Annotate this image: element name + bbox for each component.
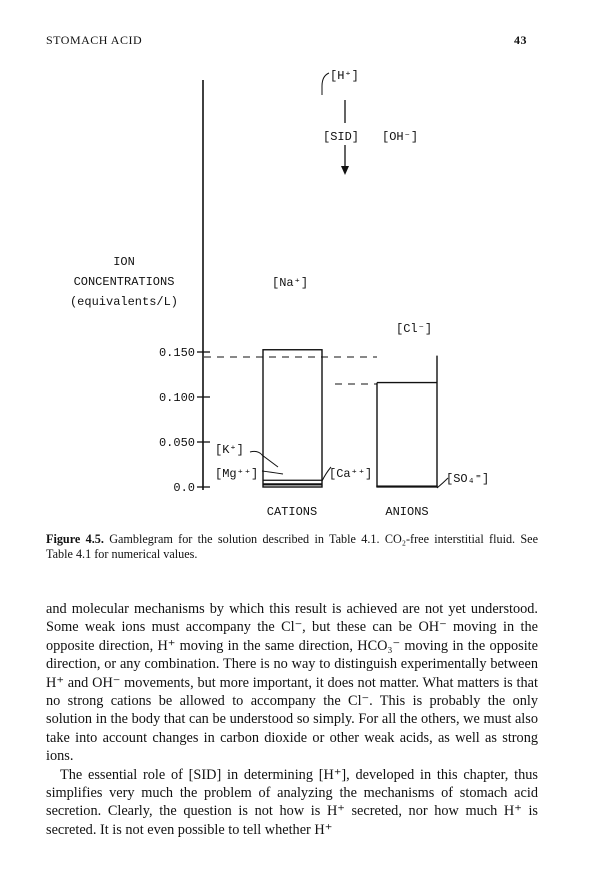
- h-ion-label: [H⁺]: [330, 69, 359, 83]
- page-number: 43: [514, 33, 527, 47]
- figure-caption: [46, 532, 538, 562]
- so4-ion-label: [SO₄⁼]: [446, 472, 490, 486]
- figure-caption-text: Gamblegram for the solution described in Table 4.1. CO₂-free interstitial fluid. See Table 4.1 for numerical values.: [46, 532, 538, 561]
- paragraph-1: and molecular mechanisms by which this result is achieved are not yet understood. Some weak ions must accompany the Cl⁻, but these can be OH⁻ moving in the opposite direction, H⁺ moving in the same direction, HCO₃⁻ moving in the opposite direction, or any combination. There is no way to distinguish experimentally between H⁺ and OH⁻ movements, but more important, it does not matter. What matters is that no strong cations be allowed to accompany the Cl⁻. This is probably the only solution in the body that can be understood so simply. For all the others, we must also take into account changes in carbon dioxide or other weak acids, as well as strong ions.: [46, 601, 538, 765]
- y-axis-title-line-1: ION: [113, 255, 135, 269]
- body-text: [46, 600, 538, 839]
- bar-na: [263, 350, 322, 487]
- mg-ion-label: [Mg⁺⁺]: [215, 467, 259, 481]
- bar-cl: [377, 383, 437, 487]
- y-tick-label: 0.100: [158, 391, 195, 405]
- h-label-leader: [322, 73, 329, 95]
- mg-label-leader: [262, 471, 283, 474]
- y-tick-label: 0.050: [158, 436, 195, 450]
- na-ion-label: [Na⁺]: [272, 276, 309, 290]
- sid-arrow-head-icon: [341, 166, 349, 175]
- running-head: STOMACH ACID: [46, 33, 143, 47]
- paragraph-2: The essential role of [SID] in determining [H⁺], developed in this chapter, thus simplifies very much the problem of analyzing the mechanisms of stomach acid secretion. Clearly, the question is not how is H⁺ secreted, nor how much H⁺ is secreted. It is not even possible to tell whether H⁺: [46, 766, 538, 838]
- bar-ca: [263, 485, 322, 487]
- anions-column: [377, 356, 437, 487]
- y-axis-title-line-3: (equivalents/L): [69, 295, 179, 309]
- y-tick-label: 0.150: [158, 346, 195, 360]
- oh-ion-label: [OH⁻]: [382, 130, 419, 144]
- bar-so4: [377, 486, 437, 487]
- sid-label: [SID]: [323, 130, 360, 144]
- y-axis-title-line-2: CONCENTRATIONS: [73, 275, 175, 289]
- cations-column: [263, 350, 322, 487]
- figure-caption-label: Figure 4.5.: [46, 532, 104, 546]
- cl-ion-label: [Cl⁻]: [396, 322, 433, 336]
- anions-label: ANIONS: [385, 505, 429, 519]
- k-ion-label: [K⁺]: [215, 443, 244, 457]
- cations-label: CATIONS: [266, 505, 318, 519]
- bar-oh: [377, 356, 437, 383]
- ca-ion-label: [Ca⁺⁺]: [329, 467, 373, 481]
- y-tick-label: 0.0: [173, 481, 195, 495]
- k-label-leader: [250, 451, 278, 467]
